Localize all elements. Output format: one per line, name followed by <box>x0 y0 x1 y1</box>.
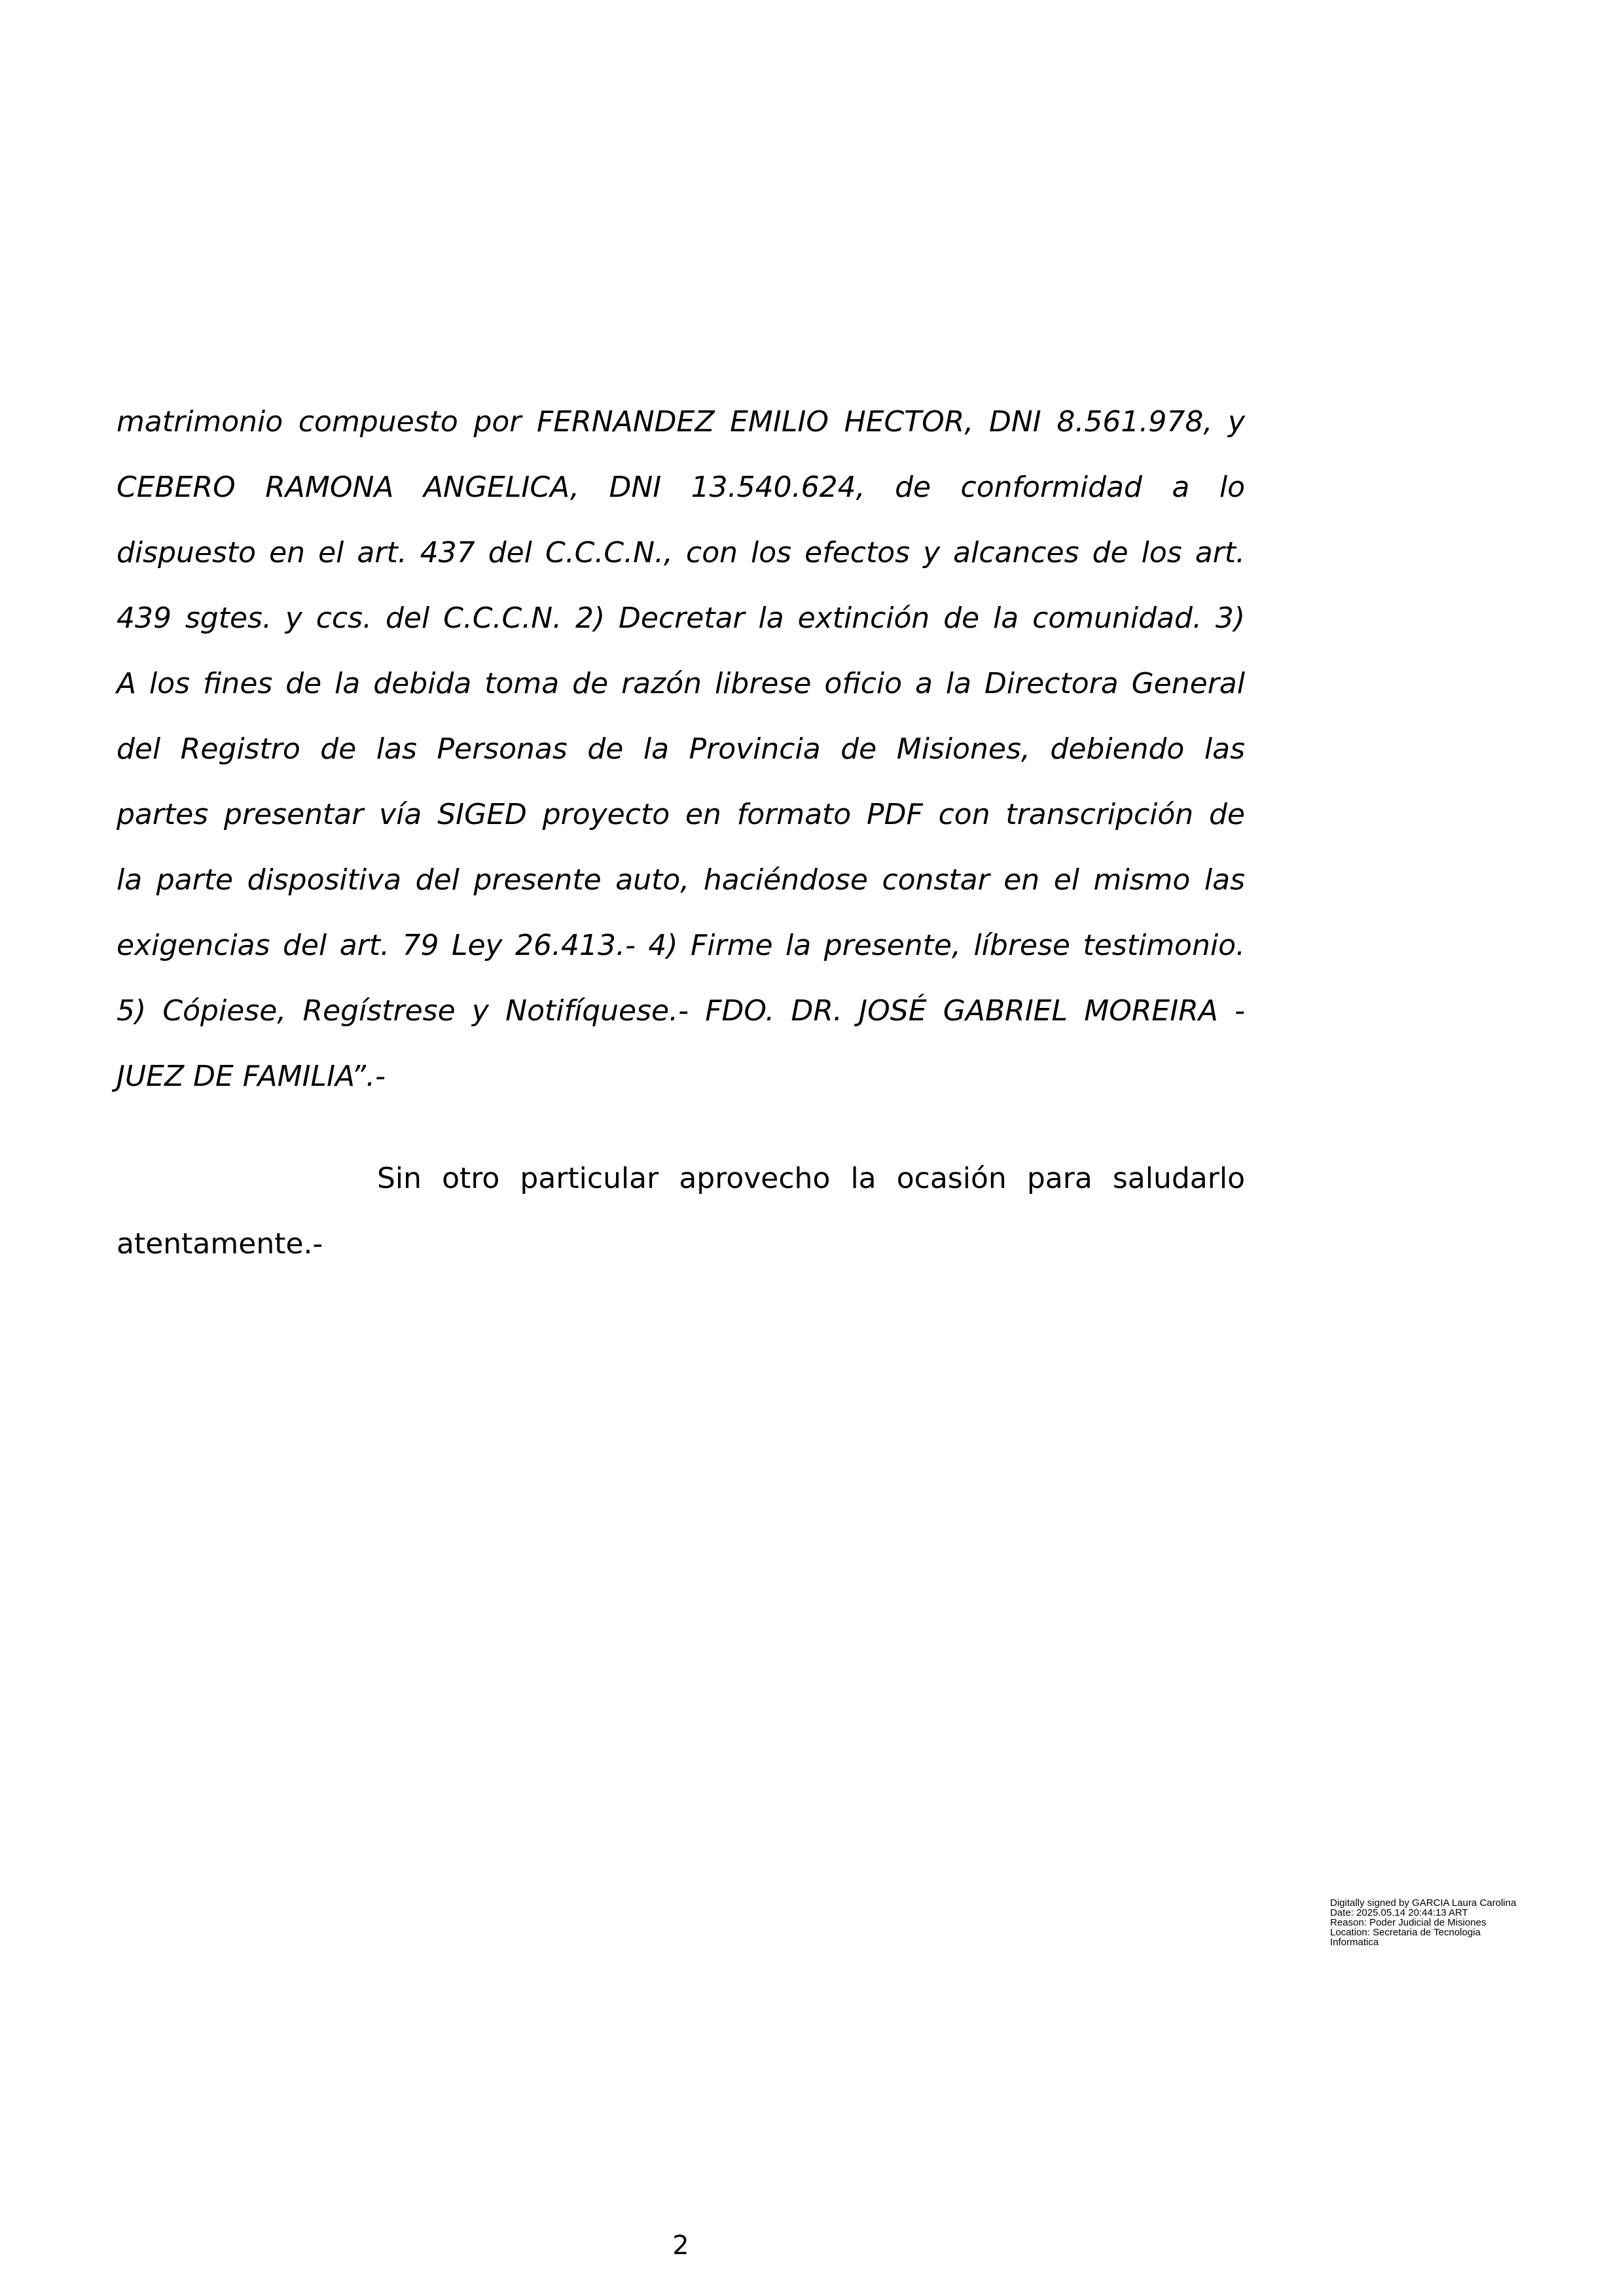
closing-paragraph <box>117 1155 1245 1285</box>
text-line: partes presentar vía SIGED proyecto en formato PDF con transcripción de <box>117 798 1245 831</box>
text-line: del Registro de las Personas de la Provincia de Misiones, debiendo las <box>117 732 1245 766</box>
text-line: 439 sgtes. y ccs. del C.C.C.N. 2) Decretar la extinción de la comunidad. 3) <box>117 601 1245 635</box>
text-line: dispuesto en el art. 437 del C.C.C.N., con los efectos y alcances de los art. <box>117 536 1245 569</box>
text-line: JUEZ DE FAMILIA”.- <box>117 1060 386 1093</box>
text-line: atentamente.- <box>117 1227 323 1261</box>
text-line: matrimonio compuesto por FERNANDEZ EMILIO HECTOR, DNI 8.561.978, y <box>117 405 1245 439</box>
signature-line: Informatica <box>1330 1937 1379 1948</box>
signature-line: Location: Secretaria de Tecnologia <box>1330 1927 1481 1938</box>
signature-line: Date: 2025.05.14 20:44:13 ART <box>1330 1907 1468 1918</box>
page-number: 2 <box>672 2231 689 2261</box>
digital-signature-block <box>1330 1898 1605 1947</box>
quoted-paragraph <box>117 398 1245 1118</box>
text-line: CEBERO RAMONA ANGELICA, DNI 13.540.624, de conformidad a lo <box>117 471 1245 504</box>
text-line: A los fines de la debida toma de razón librese oficio a la Directora General <box>117 667 1245 700</box>
text-line: 5) Cópiese, Regístrese y Notifíquese.- FDO. DR. JOSÉ GABRIEL MOREIRA - <box>117 994 1245 1028</box>
signature-line: Digitally signed by GARCIA Laura Carolina <box>1330 1897 1517 1909</box>
signature-line: Reason: Poder Judicial de Misiones <box>1330 1917 1487 1928</box>
text-line: la parte dispositiva del presente auto, haciéndose constar en el mismo las <box>117 863 1245 897</box>
text-line: Sin otro particular aprovecho la ocasión para saludarlo <box>377 1162 1245 1195</box>
text-line: exigencias del art. 79 Ley 26.413.- 4) Firme la presente, líbrese testimonio. <box>117 929 1245 962</box>
